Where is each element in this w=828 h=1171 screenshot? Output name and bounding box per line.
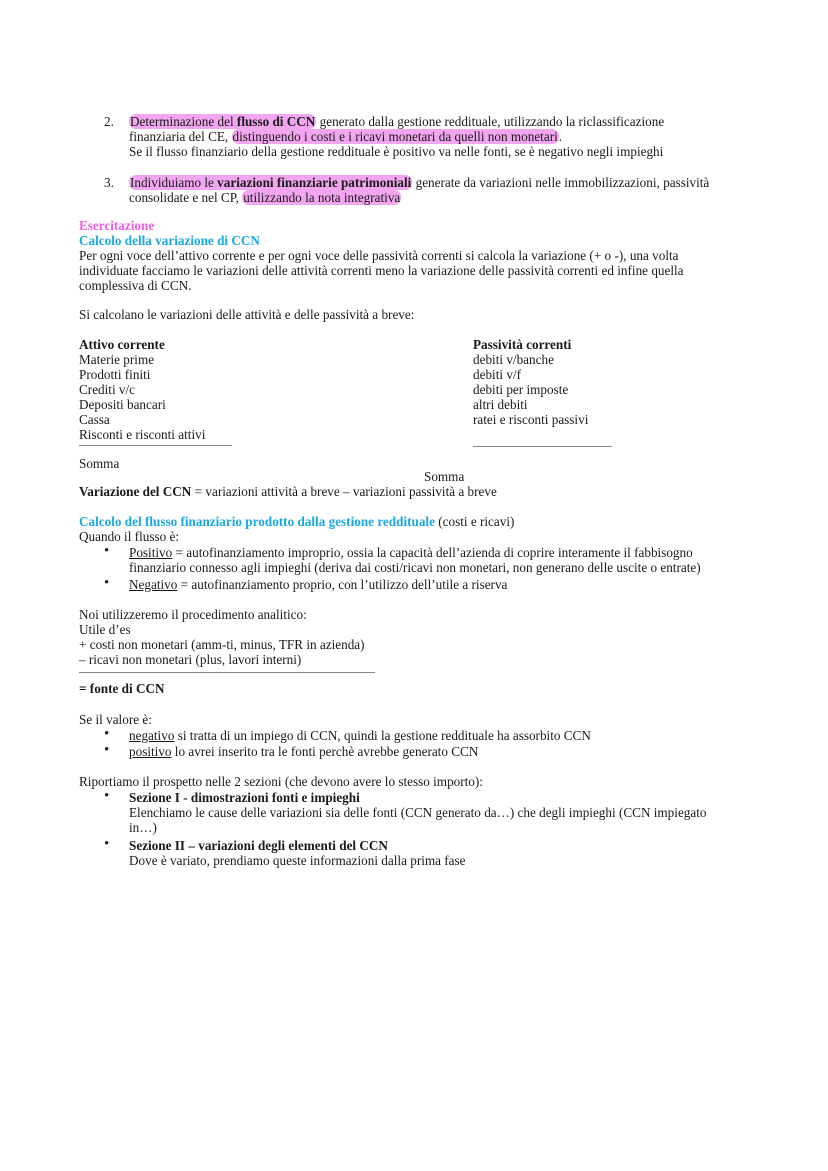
section-label-esercitazione: Esercitazione — [79, 218, 155, 233]
highlight: utilizzando la nota integrativa — [243, 190, 401, 205]
attivo-title: Attivo corrente — [79, 337, 165, 352]
list-item: Materie prime — [79, 352, 155, 367]
paragraph-variazioni: Si calcolano le variazioni delle attività e delle passività a breve: — [79, 307, 415, 322]
bullet-icon: • — [104, 575, 110, 591]
list-item: Cassa — [79, 412, 110, 427]
bullet-item-negativo: Negativo = autofinanziamento proprio, con l’utilizzo dell’utile a riserva — [129, 577, 508, 592]
highlight: distinguendo i costi e i ricavi monetari da quelli non monetari — [232, 129, 558, 144]
bullet-icon: • — [104, 788, 110, 804]
bullet-icon: • — [104, 742, 110, 758]
bullet-icon: • — [104, 726, 110, 742]
procedimento-analitico: Noi utilizzeremo il procedimento analitico: Utile d’es + costi non monetari (amm-ti, minus, TFR in azienda) – ricavi non monetari (plus, lavori interni) — [79, 607, 365, 667]
attivo-somma: Somma — [79, 456, 120, 471]
bullet-item-positivo-valore: positivo lo avrei inserito tra le fonti perchè avrebbe generato CCN — [129, 744, 479, 759]
variazione-ccn-formula: Variazione del CCN = variazioni attività a breve – variazioni passività a breve — [79, 484, 497, 499]
bullet-item-negativo-valore: negativo si tratta di un impiego di CCN, quindi la gestione reddituale ha assorbito CCN — [129, 728, 591, 743]
flusso-intro: Quando il flusso è: — [79, 529, 179, 544]
passivo-title: Passività correnti — [473, 337, 572, 352]
list-number-3: 3. — [104, 175, 114, 190]
divider — [79, 672, 375, 673]
list-item: Risconti e risconti attivi — [79, 427, 206, 442]
bullet-item-sezione-2: Sezione II – variazioni degli elementi del CCN Dove è variato, prendiamo queste informazioni dalla prima fase — [129, 838, 466, 868]
passivo-somma: Somma — [424, 469, 465, 484]
divider — [473, 446, 612, 447]
prospetto-intro: Riportiamo il prospetto nelle 2 sezioni (che devono avere lo stesso importo): — [79, 774, 483, 789]
list-item-2: Determinazione del flusso di CCN generato dalla gestione reddituale, utilizzando la riclassificazione finanziaria del CE, distinguendo i costi e i ricavi monetari da quelli non monetari. Se il flusso finanziario della gestione reddituale è positivo va nelle fonti, se è negativo negli impieghi — [129, 114, 665, 159]
valore-intro: Se il valore è: — [79, 712, 152, 727]
fonte-ccn-result: = fonte di CCN — [79, 681, 165, 696]
heading-flusso-finanziario: Calcolo del flusso finanziario prodotto dalla gestione reddituale (costi e ricavi) — [79, 514, 515, 529]
divider — [79, 445, 232, 446]
list-item: Depositi bancari — [79, 397, 166, 412]
passivita-correnti-list — [473, 337, 588, 427]
list-item: ratei e risconti passivi — [473, 412, 589, 427]
list-item: Crediti v/c — [79, 382, 136, 397]
list-item-3: Individuiamo le variazioni finanziarie patrimoniali generate da variazioni nelle immobilizzazioni, passività consolidate e nel CP, utilizzando la nota integrativa — [129, 175, 710, 205]
list-item: debiti per imposte — [473, 382, 569, 397]
paragraph-intro: Per ogni voce dell’attivo corrente e per ogni voce delle passività correnti si calcola la variazione (+ o -), una volta individuate facciamo le variazioni delle attività correnti meno la variazione delle passività correnti ed infine quella complessiva di CCN. — [79, 248, 684, 293]
heading-calcolo-variazione: Calcolo della variazione di CCN — [79, 233, 260, 248]
bullet-icon: • — [104, 836, 110, 852]
bullet-item-sezione-1: Sezione I - dimostrazioni fonti e impieghi Elenchiamo le cause delle variazioni sia delle fonti (CCN generato da…) che degli impieghi (CCN impiegato in…) — [129, 790, 707, 835]
list-number-2: 2. — [104, 114, 114, 129]
list-item: debiti v/f — [473, 367, 521, 382]
highlight: Determinazione del flusso di CCN — [130, 114, 316, 129]
highlight: Individuiamo le variazioni finanziarie patrimoniali — [130, 175, 412, 190]
list-item: altri debiti — [473, 397, 528, 412]
list-item: Prodotti finiti — [79, 367, 151, 382]
list-item: debiti v/banche — [473, 352, 554, 367]
bullet-item-positivo: Positivo = autofinanziamento improprio, ossia la capacità dell’azienda di coprire interamente il fabbisogno finanziario connesso agli impieghi (deriva dai costi/ricavi non monetari, non generano delle uscite o entrate) — [129, 545, 701, 575]
bullet-icon: • — [104, 543, 110, 559]
attivo-corrente-list — [79, 337, 205, 442]
